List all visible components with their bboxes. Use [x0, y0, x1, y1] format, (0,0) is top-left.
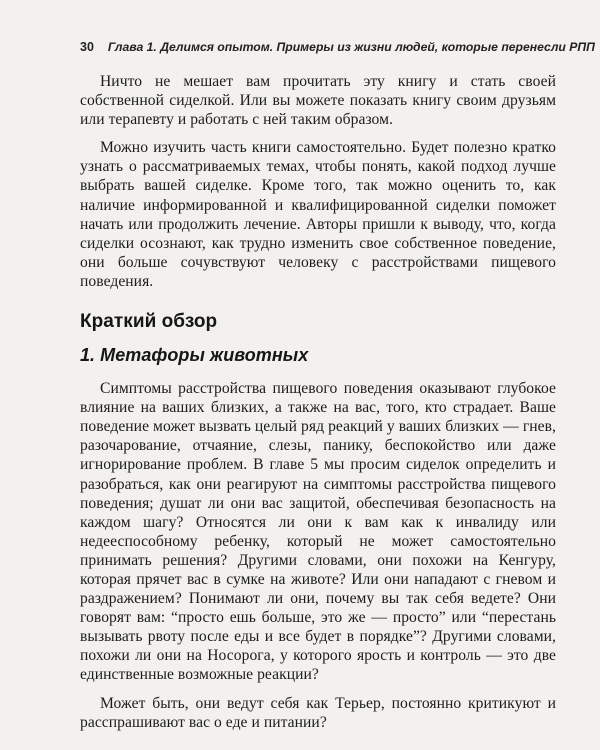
subsection-title: 1. Метафоры животных [80, 345, 309, 366]
section-paragraph-1: Симптомы расстройства пищевого поведения оказывают глубокое влияние на ваших близких, а также на вас, того, кто страдает. Ваше поведение может вызвать целый ряд реакций у ваших близких — гнев, разочарование, отчаяние, слезы, панику, беспокойство или даже игнорирование проблем. В главе 5 мы просим сиделок определить и разобраться, как они реагируют на симптомы расстройства пищевого поведения; душат ли они вас защитой, обеспечивая безопасность на каждом шагу? Относятся ли они к вам как к инвалиду или недееспособному ребенку, который не может самостоятельно принимать решения? Другими словами, они похожи на Кенгуру, которая прячет вас в сумке на животе? Или они нападают с гневом и раздражением? Понимают ли они, почему вы так себя ведете? Они говорят вам: “просто ешь больше, это же — просто” или “перестань вызывать рвоту после еды и все будет в порядке”? Другими словами, похожи ли они на Носорога, у которого ярость и контроль — это две единственные возможные реакции? [80, 380, 556, 684]
running-title: Глава 1. Делимся опытом. Примеры из жизни людей, которые перенесли РПП [107, 40, 595, 54]
page-number: 30 [80, 40, 94, 54]
body-text [80, 72, 556, 732]
intro-paragraph-2: Можно изучить часть книги самостоятельно. Будет полезно кратко узнать о рассматриваемых темах, чтобы понять, какой подход лучше выбрать вашей сиделке. Кроме того, так можно оценить то, как наличие информированной и квалифицированной сиделки поможет начать или продолжить лечение. Авторы пришли к выводу, что, когда сиделки осознают, как трудно изменить свое собственное поведение, они больше сочувствуют человеку с расстройствами пищевого поведения. [80, 139, 556, 290]
intro-paragraph-1: Ничто не мешает вам прочитать эту книгу и стать своей собственной сиделкой. Или вы можете показать книгу своим друзьям или терапевту и работать с ней таким образом. [80, 73, 556, 129]
section-paragraph-2: Может быть, они ведут себя как Терьер, постоянно критикуют и расспрашивают вас о еде и питании? [80, 694, 556, 731]
running-head [80, 40, 595, 60]
section-title: Краткий обзор [80, 311, 218, 333]
